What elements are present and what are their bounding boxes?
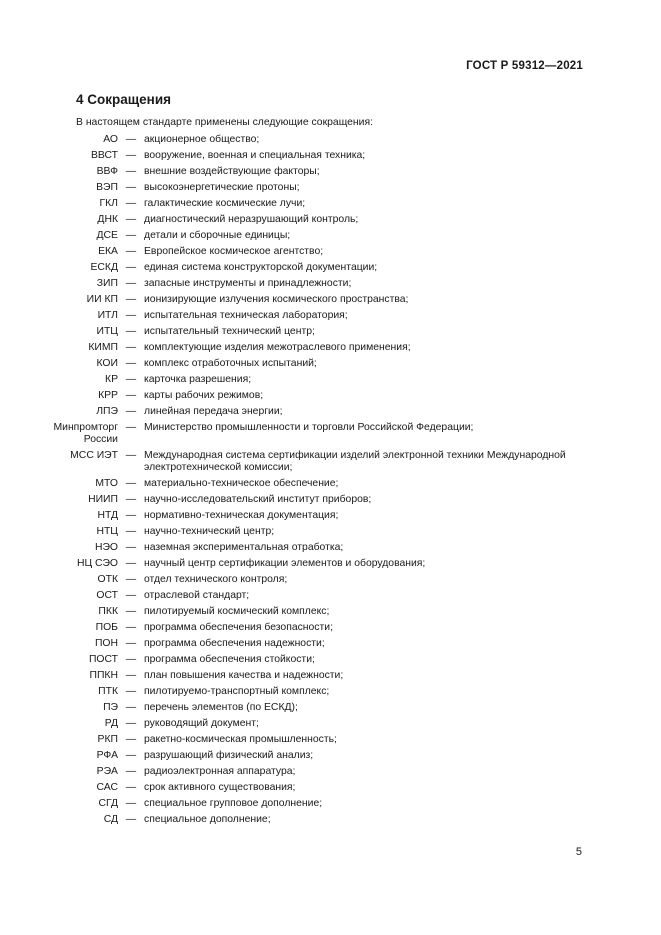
abbreviation-row	[0, 766, 661, 778]
abbreviation-dash: —	[125, 230, 137, 241]
abbreviation-dash: —	[125, 450, 137, 462]
abbreviation-row	[0, 590, 661, 602]
abbreviation-row	[0, 278, 661, 290]
abbreviation-dash: —	[125, 814, 137, 826]
abbreviation-row	[0, 358, 661, 370]
abbreviation-dash: —	[125, 342, 137, 353]
abbreviation-dash: —	[125, 734, 137, 746]
abbreviation-term: ВЭП	[96, 182, 118, 193]
abbreviation-term: КРР	[98, 390, 118, 401]
abbreviation-row	[0, 782, 661, 794]
abbreviation-term: ОТК	[97, 574, 118, 586]
abbreviation-dash: —	[125, 214, 137, 225]
abbreviation-dash: —	[125, 310, 137, 321]
abbreviation-dash: —	[125, 294, 137, 305]
abbreviation-definition: линейная передача энергии;	[144, 406, 283, 417]
abbreviation-definition: внешние воздействующие факторы;	[144, 166, 320, 177]
abbreviation-definition: галактические космические лучи;	[144, 198, 306, 209]
abbreviation-dash: —	[125, 718, 137, 730]
abbreviation-term: ВВФ	[96, 166, 118, 177]
abbreviation-term: КИМП	[88, 342, 118, 353]
abbreviation-term: ПКК	[98, 606, 118, 618]
abbreviation-row	[0, 342, 661, 354]
abbreviation-list	[0, 134, 661, 830]
abbreviation-row	[0, 198, 661, 210]
abbreviation-row	[0, 798, 661, 810]
abbreviation-row	[0, 734, 661, 746]
abbreviation-definition: программа обеспечения стойкости;	[144, 654, 315, 666]
abbreviation-row	[0, 542, 661, 554]
abbreviation-row	[0, 406, 661, 418]
abbreviation-definition: единая система конструкторской документации;	[144, 262, 378, 273]
abbreviation-definition: научно-исследовательский институт приборов;	[144, 494, 372, 506]
abbreviation-dash: —	[125, 606, 137, 618]
abbreviation-definition: детали и сборочные единицы;	[144, 230, 291, 241]
abbreviation-dash: —	[125, 150, 137, 161]
abbreviation-dash: —	[125, 638, 137, 650]
abbreviation-dash: —	[125, 374, 137, 385]
abbreviation-dash: —	[125, 542, 137, 554]
abbreviation-dash: —	[125, 686, 137, 698]
abbreviation-definition: ионизирующие излучения космического пространства;	[144, 294, 409, 305]
abbreviation-dash: —	[125, 590, 137, 602]
abbreviation-definition: разрушающий физический анализ;	[144, 750, 314, 762]
abbreviation-dash: —	[125, 478, 137, 490]
abbreviation-term: ЕКА	[98, 246, 118, 257]
abbreviation-dash: —	[125, 702, 137, 714]
abbreviation-row	[0, 478, 661, 490]
abbreviation-row	[0, 814, 661, 826]
abbreviation-dash: —	[125, 278, 137, 289]
abbreviation-row	[0, 510, 661, 522]
abbreviation-row	[0, 262, 661, 274]
abbreviation-definition: радиоэлектронная аппаратура;	[144, 766, 296, 778]
abbreviation-term: ИТЛ	[97, 310, 118, 321]
abbreviation-row	[0, 670, 661, 682]
abbreviation-dash: —	[125, 422, 137, 433]
abbreviation-term: НЭО	[94, 542, 118, 554]
abbreviation-dash: —	[125, 358, 137, 369]
abbreviation-row	[0, 374, 661, 386]
abbreviation-definition: материально-техническое обеспечение;	[144, 478, 339, 490]
abbreviation-dash: —	[125, 510, 137, 522]
abbreviation-term: ДНК	[97, 214, 118, 225]
abbreviation-dash: —	[125, 750, 137, 762]
abbreviation-row	[0, 150, 661, 162]
abbreviation-dash: —	[125, 782, 137, 794]
abbreviation-row	[0, 246, 661, 258]
abbreviation-row	[0, 622, 661, 634]
abbreviation-term: НТЦ	[96, 526, 118, 538]
abbreviation-definition: специальное дополнение;	[144, 814, 271, 826]
page-number: 5	[575, 846, 582, 858]
abbreviation-definition: план повышения качества и надежности;	[144, 670, 344, 682]
abbreviation-row	[0, 718, 661, 730]
abbreviation-term: НЦ СЭО	[76, 558, 118, 570]
abbreviation-dash: —	[125, 526, 137, 538]
abbreviation-dash: —	[125, 262, 137, 273]
abbreviation-definition: комплектующие изделия межотраслевого применения;	[144, 342, 411, 353]
abbreviation-definition: научно-технический центр;	[144, 526, 275, 538]
abbreviation-row	[0, 294, 661, 306]
abbreviation-term: ППКН	[89, 670, 118, 682]
abbreviation-definition: специальное групповое дополнение;	[144, 798, 323, 810]
abbreviation-term: НИИП	[88, 494, 118, 506]
abbreviation-row	[0, 574, 661, 586]
abbreviation-term: ЗИП	[96, 278, 118, 289]
abbreviation-definition: отраслевой стандарт;	[144, 590, 250, 602]
abbreviation-definition: руководящий документ;	[144, 718, 259, 730]
abbreviation-definition: испытательный технический центр;	[144, 326, 315, 337]
abbreviation-row	[0, 214, 661, 226]
abbreviation-term: ГКЛ	[99, 198, 118, 209]
abbreviation-dash: —	[125, 326, 137, 337]
abbreviation-row	[0, 606, 661, 618]
abbreviation-row	[0, 638, 661, 650]
abbreviation-row	[0, 558, 661, 570]
abbreviation-term: ИТЦ	[96, 326, 118, 337]
abbreviation-term: МТО	[95, 478, 118, 490]
abbreviation-row	[0, 326, 661, 338]
abbreviation-term: АО	[103, 134, 118, 145]
abbreviation-term: МСС ИЭТ	[70, 450, 118, 462]
abbreviation-definition: отдел технического контроля;	[144, 574, 288, 586]
abbreviation-term: РФА	[96, 750, 118, 762]
abbreviation-definition: ракетно-космическая промышленность;	[144, 734, 337, 746]
abbreviation-term: РЭА	[96, 766, 118, 778]
abbreviation-row	[0, 230, 661, 242]
abbreviation-term: СД	[103, 814, 118, 826]
abbreviation-definition: срок активного существования;	[144, 782, 296, 794]
abbreviation-term: ПЭ	[103, 702, 118, 714]
abbreviation-definition: научный центр сертификации элементов и оборудования;	[144, 558, 426, 570]
abbreviation-dash: —	[125, 670, 137, 682]
abbreviation-definition: запасные инструменты и принадлежности;	[144, 278, 352, 289]
abbreviation-term: КОИ	[96, 358, 118, 369]
abbreviation-row	[0, 310, 661, 322]
abbreviation-term: НТД	[97, 510, 118, 522]
abbreviation-term: ПОБ	[95, 622, 118, 634]
abbreviation-definition: программа обеспечения безопасности;	[144, 622, 333, 634]
abbreviation-dash: —	[125, 558, 137, 570]
abbreviation-row	[0, 182, 661, 194]
abbreviation-dash: —	[125, 406, 137, 417]
abbreviation-row	[0, 526, 661, 538]
abbreviation-term: ИИ КП	[86, 294, 118, 305]
abbreviation-row	[0, 134, 661, 146]
abbreviation-term: ПТК	[98, 686, 118, 698]
section-title: 4 Сокращения	[76, 92, 171, 107]
abbreviation-row	[0, 450, 661, 474]
abbreviation-definition: пилотируемо-транспортный комплекс;	[144, 686, 330, 698]
abbreviation-dash: —	[125, 390, 137, 401]
abbreviation-term: ЕСКД	[90, 262, 118, 273]
abbreviation-term: САС	[96, 782, 118, 794]
abbreviation-definition: наземная экспериментальная отработка;	[144, 542, 344, 554]
abbreviation-dash: —	[125, 134, 137, 145]
abbreviation-definition: Международная система сертификации изделий электронной техники Международной электротехнической комиссии;	[144, 450, 566, 474]
abbreviation-term: ВВСТ	[90, 150, 118, 161]
abbreviation-dash: —	[125, 574, 137, 586]
abbreviation-term: ЛПЭ	[96, 406, 118, 417]
abbreviation-dash: —	[125, 246, 137, 257]
abbreviation-term: ДСЕ	[96, 230, 118, 241]
abbreviation-dash: —	[125, 622, 137, 634]
abbreviation-dash: —	[125, 182, 137, 193]
abbreviation-definition: карты рабочих режимов;	[144, 390, 264, 401]
abbreviation-term: ПОН	[94, 638, 118, 650]
abbreviation-term: ПОСТ	[88, 654, 118, 666]
document-code: ГОСТ Р 59312—2021	[466, 60, 583, 72]
section-intro: В настоящем стандарте применены следующие сокращения:	[76, 117, 373, 128]
abbreviation-dash: —	[125, 198, 137, 209]
abbreviation-dash: —	[125, 654, 137, 666]
abbreviation-row	[0, 422, 661, 446]
abbreviation-term: РД	[104, 718, 118, 730]
abbreviation-definition: диагностический неразрушающий контроль;	[144, 214, 359, 225]
abbreviation-row	[0, 702, 661, 714]
abbreviation-row	[0, 750, 661, 762]
abbreviation-definition: испытательная техническая лаборатория;	[144, 310, 348, 321]
abbreviation-definition: Европейское космическое агентство;	[144, 246, 324, 257]
abbreviation-definition: Министерство промышленности и торговли Российской Федерации;	[144, 422, 474, 433]
abbreviation-definition: высокоэнергетические протоны;	[144, 182, 300, 193]
abbreviation-definition: программа обеспечения надежности;	[144, 638, 325, 650]
abbreviation-term: КР	[105, 374, 118, 385]
abbreviation-definition: нормативно-техническая документация;	[144, 510, 339, 522]
abbreviation-dash: —	[125, 798, 137, 810]
abbreviation-definition: комплекс отработочных испытаний;	[144, 358, 317, 369]
abbreviation-row	[0, 494, 661, 506]
abbreviation-term: СГД	[98, 798, 118, 810]
abbreviation-definition: пилотируемый космический комплекс;	[144, 606, 330, 618]
abbreviation-term: Минпромторг России	[53, 422, 118, 446]
abbreviation-dash: —	[125, 766, 137, 778]
abbreviation-dash: —	[125, 494, 137, 506]
abbreviation-row	[0, 686, 661, 698]
abbreviation-definition: перечень элементов (по ЕСКД);	[144, 702, 298, 714]
abbreviation-dash: —	[125, 166, 137, 177]
abbreviation-term: ОСТ	[96, 590, 118, 602]
abbreviation-definition: акционерное общество;	[144, 134, 260, 145]
abbreviation-definition: вооружение, военная и специальная техника;	[144, 150, 366, 161]
abbreviation-row	[0, 654, 661, 666]
abbreviation-definition: карточка разрешения;	[144, 374, 252, 385]
abbreviation-term: РКП	[97, 734, 118, 746]
abbreviation-row	[0, 390, 661, 402]
abbreviation-row	[0, 166, 661, 178]
